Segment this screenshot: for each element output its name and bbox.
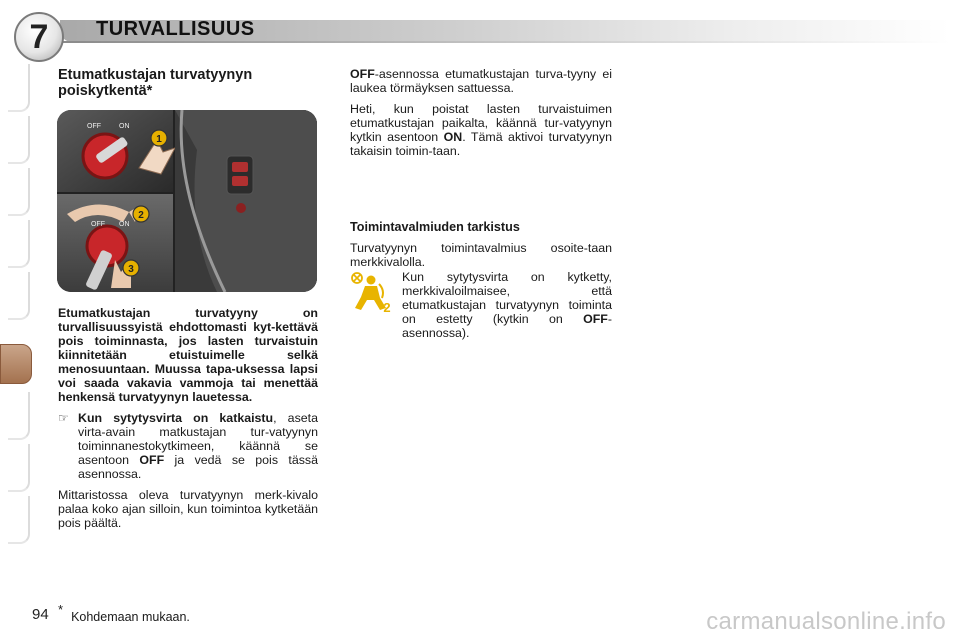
- check-text: Turvatyynyn toimintavalmius osoite-taan merkkivalolla.: [350, 241, 612, 269]
- chapter-tabs: [0, 64, 40, 584]
- restore-text-b: . Tämä aktivoi turvatyynyn takaisin toimin-taan.: [350, 130, 612, 158]
- step-1-label: 1: [156, 134, 162, 145]
- off-label: OFF: [350, 67, 375, 81]
- page-number: 94: [32, 606, 49, 623]
- photo-label-off-1: OFF: [87, 123, 101, 130]
- airbag-off-warning-icon: [349, 270, 393, 314]
- bullet-bold: Kun sytytysvirta on katkaistu: [78, 411, 274, 425]
- airbag-switch-illustration: [57, 110, 317, 292]
- indicator-description: [402, 270, 612, 347]
- restore-text-a: Heti, kun poistat lasten turvaistuimen etumatkustajan paikalta, käännä tur-vatyynyn kytkin asentoon: [350, 102, 612, 144]
- chapter-title: TURVALLISUUS: [96, 18, 255, 40]
- chapter-tab-8[interactable]: [8, 392, 30, 440]
- chapter-number-badge: [14, 12, 64, 62]
- photo-label-on-2: ON: [119, 221, 130, 228]
- footnote-mark: *: [58, 602, 64, 617]
- step-3-label: 3: [128, 264, 134, 275]
- chapter-tab-3[interactable]: [8, 168, 30, 216]
- warning-paragraph: [58, 306, 318, 404]
- photo-label-off-2: OFF: [91, 221, 105, 228]
- watermark: carmanualsonline.info: [706, 608, 946, 635]
- restore-paragraph: [350, 102, 612, 158]
- airbag-switch-photo: [57, 110, 317, 292]
- check-heading: Toimintavalmiuden tarkistus: [350, 220, 520, 234]
- chapter-tab-4[interactable]: [8, 220, 30, 268]
- chapter-number: 7: [29, 17, 49, 56]
- warning-text: Etumatkustajan turvatyyny on turvallisuussyistä ehdottomasti kyt-kettävä pois toiminnasta, jos lasten turvaistuin kiinnitetään etuistuimelle selkä menosuuntaan. Muussa tapa-uksessa lapsi voi saada vakavia vammoja tai menettää henkensä turvatyynyn lauetessa.: [58, 306, 318, 404]
- chapter-tab-2[interactable]: [8, 116, 30, 164]
- bullet-text: [78, 411, 318, 481]
- chapter-tab-7-active[interactable]: [0, 344, 32, 384]
- chapter-tab-9[interactable]: [8, 444, 30, 492]
- restore-on: ON: [443, 130, 463, 144]
- off-paragraph: [350, 67, 612, 95]
- photo-label-on-1: ON: [119, 123, 130, 130]
- left-heading-block: [58, 67, 318, 99]
- indicator-paragraph: Mittaristossa oleva turvatyynyn merk-kivalo palaa koko ajan silloin, kun toimintoa kytketään pois päältä.: [58, 488, 318, 530]
- left-column-body: [58, 306, 318, 537]
- footnote: [58, 604, 190, 624]
- chapter-tab-1[interactable]: [8, 64, 30, 112]
- right-column-top: [350, 67, 612, 165]
- bullet-text-a: , aseta virta-avain matkustajan tur-vatyynyn toiminnanestokytkimeen, käännä se asentoon: [78, 411, 318, 467]
- section-heading: Etumatkustajan turvatyynyn poiskytkentä*: [58, 67, 253, 99]
- off-text: -asennossa etumatkustajan turva-tyyny ei laukea törmäyksen sattuessa.: [350, 67, 612, 95]
- right-column-check: [350, 220, 612, 276]
- chapter-tab-10[interactable]: [8, 496, 30, 544]
- indicator-off: OFF: [583, 312, 608, 326]
- bullet-item: [58, 411, 318, 481]
- footnote-text: Kohdemaan mukaan.: [71, 610, 190, 625]
- bullet-text-b: ja vedä se pois tässä asennossa.: [78, 453, 319, 481]
- chapter-tab-5[interactable]: [8, 272, 30, 320]
- indicator-paragraph-right: [402, 270, 612, 340]
- svg-text:2: 2: [383, 300, 391, 314]
- step-2-label: 2: [138, 210, 144, 221]
- hand-pointer-icon: ☞: [58, 411, 69, 425]
- bullet-off: OFF: [139, 453, 165, 467]
- indicator-text-b: -asennossa).: [402, 312, 612, 340]
- indicator-text: Kun sytytysvirta on kytketty, merkkivaloilmaisee, että etumatkustajan turvatyynyn toiminta on estetty (kytkin on: [402, 270, 612, 326]
